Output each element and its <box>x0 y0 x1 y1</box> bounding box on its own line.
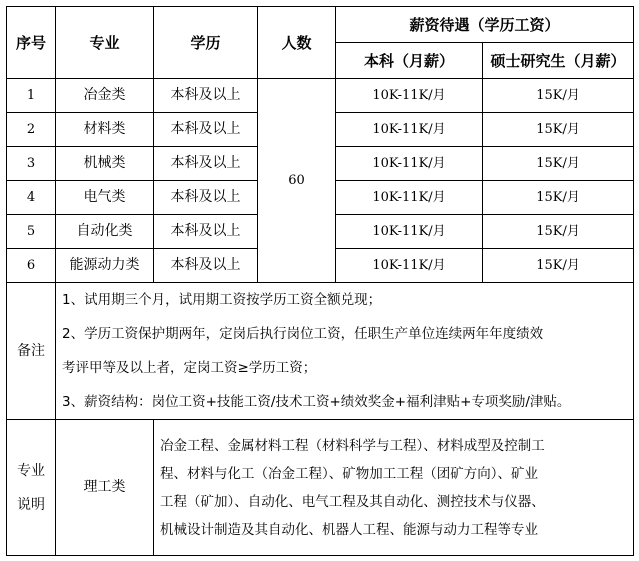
note-line: 考评甲等及以上者，定岗工资≥学历工资； <box>62 360 317 376</box>
row-master-salary: 15K/月 <box>483 215 634 249</box>
row-degree: 本科及以上 <box>154 147 258 181</box>
row-seq: 4 <box>7 181 56 215</box>
header-degree: 学历 <box>154 7 258 79</box>
row-bachelor-salary: 10K-11K/月 <box>336 249 483 283</box>
row-master-salary: 15K/月 <box>483 113 634 147</box>
row-bachelor-salary: 10K-11K/月 <box>336 147 483 181</box>
row-master-salary: 15K/月 <box>483 249 634 283</box>
header-salary-group: 薪资待遇（学历工资） <box>336 7 634 43</box>
row-seq: 6 <box>7 249 56 283</box>
row-seq: 3 <box>7 147 56 181</box>
major-line: 程、材料与化工（冶金工程）、矿物加工工程（团矿方向）、矿业 <box>160 465 538 482</box>
row-degree: 本科及以上 <box>154 249 258 283</box>
major-category: 理工类 <box>56 420 154 556</box>
recruitment-table-wrapper <box>6 6 634 556</box>
note-line: 3、薪资结构：岗位工资+技能工资/技术工资+绩效奖金+福利津贴+专项奖励/津贴。 <box>62 394 571 410</box>
row-major: 材料类 <box>56 113 154 147</box>
table-row <box>7 79 634 113</box>
row-master-salary: 15K/月 <box>483 79 634 113</box>
header-headcount: 人数 <box>258 7 336 79</box>
row-bachelor-salary: 10K-11K/月 <box>336 181 483 215</box>
header-master-salary: 硕士研究生（月薪） <box>483 43 634 79</box>
major-line: 工程（矿加）、自动化、电气工程及其自动化、测控技术与仪器、 <box>160 493 545 510</box>
notes-label: 备注 <box>7 283 56 420</box>
note-line: 1、试用期三个月，试用期工资按学历工资全额兑现； <box>62 292 382 308</box>
row-bachelor-salary: 10K-11K/月 <box>336 113 483 147</box>
row-master-salary: 15K/月 <box>483 181 634 215</box>
major-list <box>154 420 634 556</box>
major-desc-row <box>7 420 634 556</box>
notes-content <box>56 283 634 420</box>
major-desc-label <box>7 420 56 556</box>
row-major: 机械类 <box>56 147 154 181</box>
row-major: 自动化类 <box>56 215 154 249</box>
row-bachelor-salary: 10K-11K/月 <box>336 215 483 249</box>
note-line: 2、学历工资保护期两年，定岗后执行岗位工资，任职生产单位连续两年年度绩效 <box>62 326 544 342</box>
row-master-salary: 15K/月 <box>483 147 634 181</box>
row-major: 能源动力类 <box>56 249 154 283</box>
header-row-1 <box>7 7 634 43</box>
row-major: 电气类 <box>56 181 154 215</box>
header-seq: 序号 <box>7 7 56 79</box>
row-seq: 2 <box>7 113 56 147</box>
row-seq: 5 <box>7 215 56 249</box>
recruitment-salary-table <box>6 6 634 556</box>
header-bachelor-salary: 本科（月薪） <box>336 43 483 79</box>
row-bachelor-salary: 10K-11K/月 <box>336 79 483 113</box>
notes-row <box>7 283 634 420</box>
major-desc-label-line: 说明 <box>17 496 45 513</box>
row-degree: 本科及以上 <box>154 181 258 215</box>
major-desc-label-line: 专业 <box>17 462 45 479</box>
major-line: 冶金工程、金属材料工程（材料科学与工程）、材料成型及控制工 <box>160 437 545 454</box>
row-degree: 本科及以上 <box>154 215 258 249</box>
header-major: 专业 <box>56 7 154 79</box>
row-major: 冶金类 <box>56 79 154 113</box>
major-line: 机械设计制造及其自动化、机器人工程、能源与动力工程等专业 <box>160 521 538 538</box>
row-degree: 本科及以上 <box>154 113 258 147</box>
headcount-total: 60 <box>258 79 336 283</box>
row-seq: 1 <box>7 79 56 113</box>
row-degree: 本科及以上 <box>154 79 258 113</box>
